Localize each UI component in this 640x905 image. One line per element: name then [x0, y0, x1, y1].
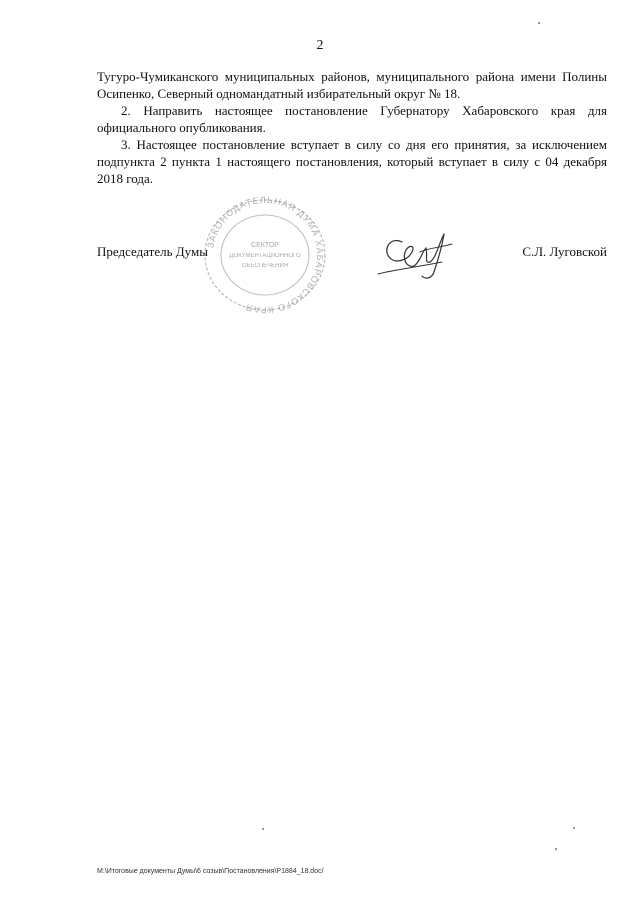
scan-speck: [262, 828, 264, 830]
signer-title: Председатель Думы: [97, 244, 208, 259]
stamp-outer-text: ЗАКОНОДАТЕЛЬНАЯ ДУМА ХАБАРОВСКОГО КРАЯ: [205, 195, 326, 315]
page-number: 2: [316, 38, 324, 53]
signer-name: С.Л. Луговской: [522, 244, 607, 259]
signature-block: [97, 244, 607, 264]
scan-speck: [555, 848, 557, 850]
paragraph-item-3: 3. Настоящее постановление вступает в силу со дня его принятия, за исключением подпункта 2 пункта 1 настоящего постановления, который вступает в силу с 04 декабря 2018 года.: [97, 137, 607, 186]
paragraph-item-2: 2. Направить настоящее постановление Губернатору Хабаровского края для официального опубликования.: [97, 103, 607, 135]
stamp-center-line-1: СЕКТОР: [251, 242, 279, 249]
paragraph-continuation: Тугуро-Чумиканского муниципальных районов, муниципального района имени Полины Осипенко, Северный одномандатный избирательный округ № 18.: [97, 69, 607, 101]
scan-speck: [573, 827, 575, 829]
scan-speck: [538, 22, 540, 24]
document-body: [97, 68, 607, 187]
stamp-center-line-3: ОБЕСПЕЧЕНИЯ: [241, 263, 289, 269]
handwritten-signature: [372, 222, 464, 282]
stamp-center-line-2: ДОКУМЕНТАЦИОННОГО: [229, 253, 301, 259]
footer-file-path: M:\Итоговые документы Думы\6 созыв\Постановления\Р1884_18.doc/: [97, 868, 324, 875]
